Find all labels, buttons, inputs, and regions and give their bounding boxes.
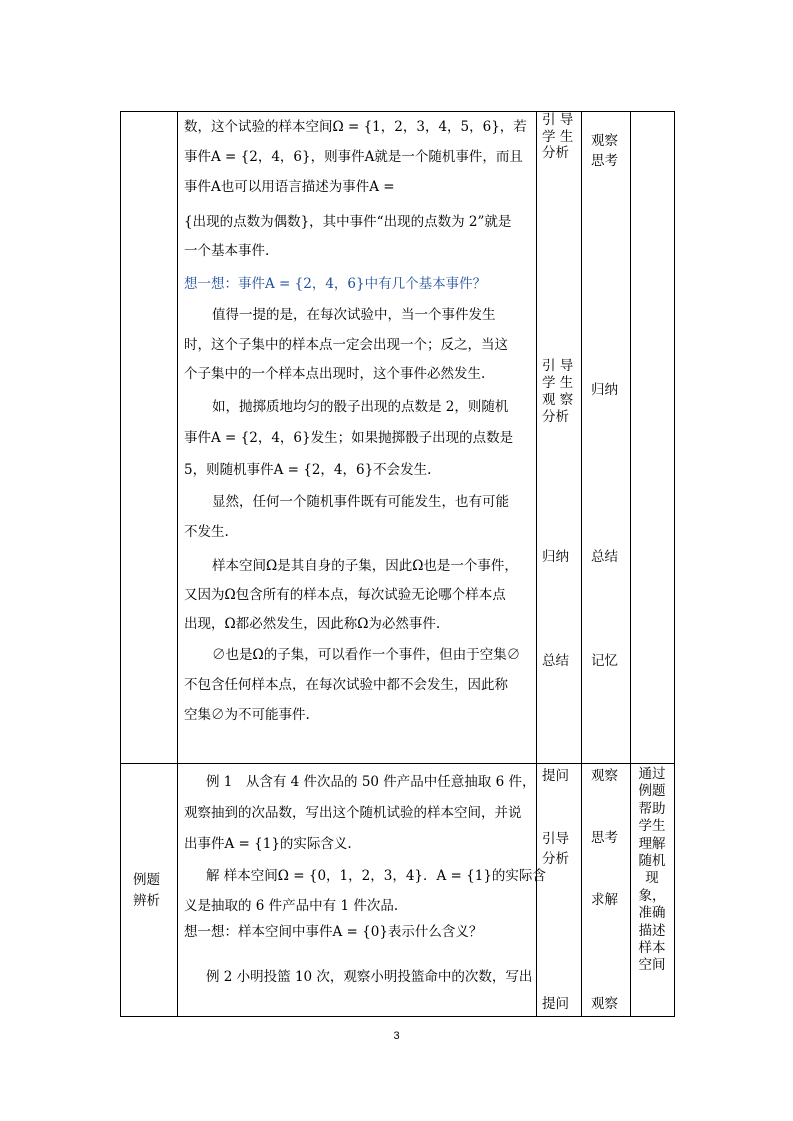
content-line: 时，这个子集中的样本点一定会出现一个；反之，当这 [184, 337, 508, 353]
page-number: 3 [393, 1030, 400, 1042]
content-line: {出现的点数为偶数}，其中事件“出现的点数为 2”就是 [184, 214, 512, 230]
table-border-left [120, 111, 121, 1017]
student-activity: 总结 [591, 549, 618, 565]
table-row-divider [120, 763, 675, 764]
table-border-bottom [120, 1016, 675, 1017]
content-line: 出现，Ω都必然发生，因此称Ω为必然事件. [184, 616, 441, 632]
student-activity: 求解 [591, 892, 618, 908]
content-line: 个子集中的一个样本点出现时，这个事件必然发生. [184, 366, 486, 382]
content-line: 数，这个试验的样本空间Ω = {1，2，3，4，5，6}，若 [184, 119, 527, 135]
content-line: 值得一提的是，在每次试验中，当一个事件发生 [212, 307, 496, 323]
content-line: 观察抽到的次品数，写出这个随机试验的样本空间，并说 [184, 805, 522, 821]
student-activity: 记忆 [591, 653, 618, 669]
content-line: 事件A = {2，4，6}发生；如果抛掷骰子出现的点数是 [184, 430, 514, 446]
student-activity: 思考 [591, 830, 618, 846]
content-line: 样本空间Ω是其自身的子集，因此Ω也是一个事件， [212, 558, 518, 574]
teacher-activity: 引导 分析 [542, 831, 569, 867]
table-divider-label [177, 111, 178, 1017]
content-line: ∅也是Ω的子集，可以看作一个事件，但由于空集∅ [212, 647, 521, 663]
student-activity: 观察 [591, 768, 618, 784]
teacher-activity: 提问 [542, 996, 569, 1012]
content-line: 显然，任何一个随机事件既有可能发生，也有可能 [212, 494, 509, 510]
table-border-right [674, 111, 675, 1017]
student-activity: 归纳 [591, 382, 618, 398]
think-prompt: 想一想：事件A = {2，4，6}中有几个基本事件？ [184, 276, 487, 292]
student-activity: 观察 思考 [591, 133, 618, 169]
content-line: 一个基本事件. [184, 243, 270, 259]
teacher-activity: 提问 [542, 768, 569, 784]
solution-line: 解 样本空间Ω = {0，1，2，3，4}．A = {1}的实际含 [206, 868, 546, 884]
content-line: 不包含任何样本点，在每次试验中都不会发生，因此称 [184, 677, 508, 693]
content-line: 又因为Ω包含所有的样本点，每次试验无论哪个样本点 [184, 587, 506, 603]
content-line: 事件A = {2，4，6}，则事件A就是一个随机事件，而且 [184, 149, 523, 165]
teacher-activity: 归纳 [542, 549, 569, 565]
table-divider-student [630, 111, 631, 1017]
table-border-top [120, 111, 675, 112]
content-line: 5，则随机事件A = {2，4，6}不会发生. [184, 462, 432, 478]
student-activity: 观察 [591, 996, 618, 1012]
content-line: 不发生. [184, 524, 229, 540]
teacher-activity: 总结 [542, 653, 569, 669]
example-title: 例 2 小明投篮 10 次，观察小明投篮命中的次数，写出 [206, 969, 533, 985]
content-line: 出事件A = {1}的实际含义. [184, 836, 352, 852]
section-label: 例题 辨析 [133, 872, 160, 909]
design-purpose: 通过例题帮助学生理解随机现象，准确描述样本空间 [638, 766, 666, 974]
example-title: 例 1 从含有 4 件次品的 50 件产品中任意抽取 6 件， [206, 774, 536, 790]
table-divider-teacher [581, 111, 582, 1017]
content-line: 事件A也可以用语言描述为事件A = [184, 179, 395, 195]
content-line: 如，抛掷质地均匀的骰子出现的点数是 2，则随机 [212, 399, 509, 415]
teacher-activity: 引 导 学 生 分析 [542, 112, 574, 161]
teacher-activity: 引 导 学 生 观 察 分析 [542, 358, 574, 425]
content-line: 空集∅为不可能事件. [184, 707, 310, 723]
think-prompt: 想一想：样本空间中事件A = {0}表示什么含义？ [184, 924, 483, 940]
content-line: 义是抽取的 6 件产品中有 1 件次品. [184, 898, 399, 914]
